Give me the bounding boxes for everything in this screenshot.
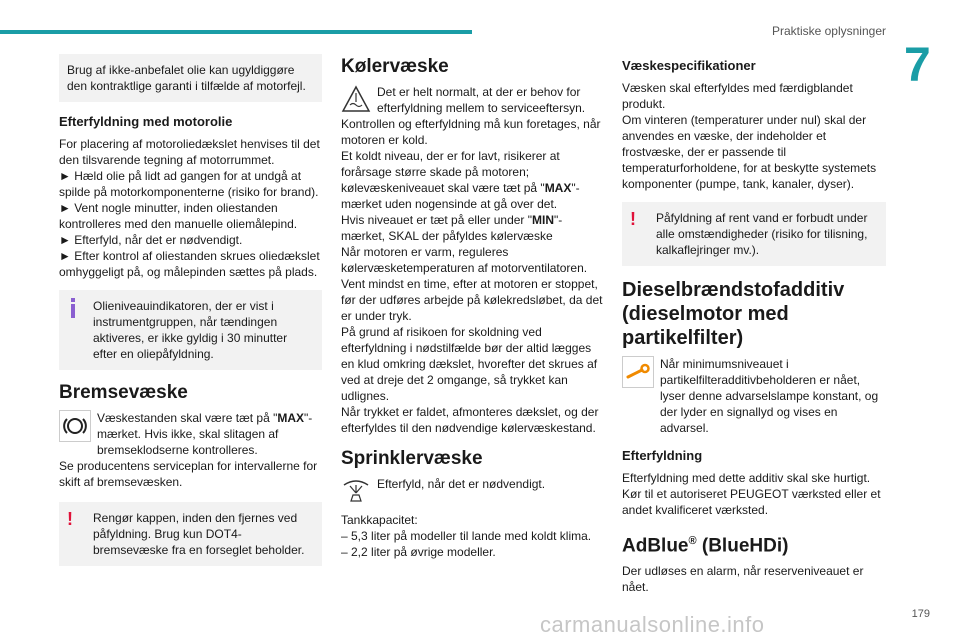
refill-text: Efterfyldning med dette additiv skal ske hurtigt. Kør til et autoriseret PEUGEOT værksted eller et andet kvalificeret værksted. xyxy=(622,471,881,517)
adblue-heading: AdBlue® (BlueHDi) xyxy=(622,535,789,557)
column-2 xyxy=(341,50,604,560)
column-1 xyxy=(59,54,322,576)
chapter-number: 7 xyxy=(904,39,931,92)
oil-refill-line: For placering af motoroliedækslet henvises til det den tilsvarende tegning af motorrummet. xyxy=(59,137,320,167)
coolant-text: Når trykket er faldet, afmonteres dækslet, og der efterfyldes til den nødvendige kølervæskestand. xyxy=(341,405,599,435)
oil-note-box xyxy=(59,54,322,102)
coolant-intro-text: Det er helt normalt, at der er behov for efterfyldning mellem to serviceeftersyn. xyxy=(377,85,586,115)
fluid-spec-text: Væsken skal efterfyldes med færdigblandet produkt. xyxy=(622,81,853,111)
brake-warning-box xyxy=(59,502,322,566)
brake-level-text: Væskestanden skal være tæt på "MAX"-mærket. Hvis ikke, skal slitagen af bremseklodserne kontrolleres. xyxy=(97,411,313,457)
brake-fluid-heading: Bremsevæske xyxy=(59,382,188,403)
diesel-additive-text: Når minimumsniveauet i partikelfilteradditivbeholderen er nået, lyser denne advarselslampe konstant, og der lyder en signallyd og vises en advarsel. xyxy=(660,357,879,435)
exclamation-icon: ! xyxy=(67,509,73,529)
coolant-text: Hvis niveauet er tæt på eller under "MIN"-mærket, SKAL der påfyldes kølervæske xyxy=(341,213,563,243)
fluid-spec-text: Om vinteren (temperaturer under nul) skal der anvendes en væske, der indeholder et frostvæske, der er passende til temperaturforholdene, for at beskytte systemets komponenter (pumpe, tank, kanaler, dyser). xyxy=(622,113,877,191)
oil-refill-line: ► Hæld olie på lidt ad gangen for at undgå at spilde på motorkomponenterne (risiko for brand). xyxy=(59,169,319,199)
adblue-text: Der udløses en alarm, når reserveniveauet er nået. xyxy=(622,564,864,595)
oil-refill-line: ► Efter kontrol af oliestanden skrues oliedækslet omhyggeligt på, og målepinden sættes på plads. xyxy=(59,249,320,279)
watermark: carmanualsonline.info xyxy=(540,612,765,637)
oil-refill-heading: Efterfyldning med motorolie xyxy=(59,114,233,129)
coolant-text: Et koldt niveau, der er for lavt, risikerer at forårsage større skade på motoren; kølevæskeniveauet skal være tæt på "MAX"-mærket uden nogensinde at gå over det. xyxy=(341,149,580,211)
brake-row xyxy=(59,410,322,458)
water-warning-box xyxy=(622,202,886,266)
coolant-row xyxy=(341,84,604,116)
column-3 xyxy=(622,54,886,595)
washer-icon xyxy=(341,476,371,506)
coolant-text: Når motoren er varm, reguleres kølervæsketemperaturen af motorventilatoren. Vent mindst en time, efter at motoren er stoppet, før der udføres arbejde på kølekredsløbet, da det er under tryk. xyxy=(341,245,603,323)
diesel-row xyxy=(622,356,886,436)
info-icon xyxy=(67,298,79,318)
diesel-additive-heading: Dieselbrændstofadditiv (dieselmotor med partikelfilter) xyxy=(622,279,845,349)
oil-refill-line: ► Vent nogle minutter, inden oliestanden kontrolleres med den manuelle oliemålepind. xyxy=(59,201,298,231)
oil-refill-line: ► Efterfyld, når det er nødvendigt. xyxy=(59,233,243,247)
fluid-spec-heading: Væskespecifikationer xyxy=(622,58,756,73)
wrench-icon xyxy=(622,356,654,388)
brake-interval-text: Se producentens serviceplan for intervallerne for skift af bremsevæsken. xyxy=(59,459,318,489)
header-accent-bar xyxy=(0,30,472,34)
header-title: Praktiske oplysninger xyxy=(771,24,886,38)
coolant-warning-icon xyxy=(341,84,371,114)
refill-heading: Efterfyldning xyxy=(622,448,703,463)
oil-info-text: Olieniveauindikatoren, der er vist i instrumentgruppen, når tændingen aktiveres, er ikke gyldig i 30 minutter efter en oliepåfyldning. xyxy=(93,299,288,361)
oil-note-text: Brug af ikke-anbefalet olie kan ugyldiggøre den kontraktlige garanti i tilfælde af motorfejl. xyxy=(67,63,306,93)
oil-info-box xyxy=(59,290,322,370)
brake-warning-icon xyxy=(59,410,91,442)
washer-row xyxy=(341,476,604,506)
water-warning-text: Påfyldning af rent vand er forbudt under alle omstændigheder (risiko for tilisning, kalkaflejringer mv.). xyxy=(656,211,868,257)
exclamation-icon: ! xyxy=(630,209,636,229)
coolant-heading: Kølervæske xyxy=(341,56,449,77)
page-number: 179 xyxy=(911,608,930,620)
coolant-text: På grund af risikoen for skoldning ved efterfyldning i nødstilfælde bør der altid lægges en klud omkring dækslet, hvorefter det skrues af ved at dreje det 2 omgange, så trykket kan udlignes. xyxy=(341,325,598,403)
brake-warning-text: Rengør kappen, inden den fjernes ved påfyldning. Brug kun DOT4-bremsevæske fra en forseglet beholder. xyxy=(93,511,305,557)
washer-fluid-heading: Sprinklervæske xyxy=(341,448,483,469)
tank-capacity-line: – 5,3 liter på modeller til lande med koldt klima. xyxy=(341,529,592,543)
coolant-text: Kontrollen og efterfyldning må kun foretages, når motoren er kold. xyxy=(341,117,601,147)
tank-capacity-line: – 2,2 liter på øvrige modeller. xyxy=(341,545,496,559)
tank-capacity-label: Tankkapacitet: xyxy=(341,513,418,527)
washer-intro-text: Efterfyld, når det er nødvendigt. xyxy=(377,477,546,491)
